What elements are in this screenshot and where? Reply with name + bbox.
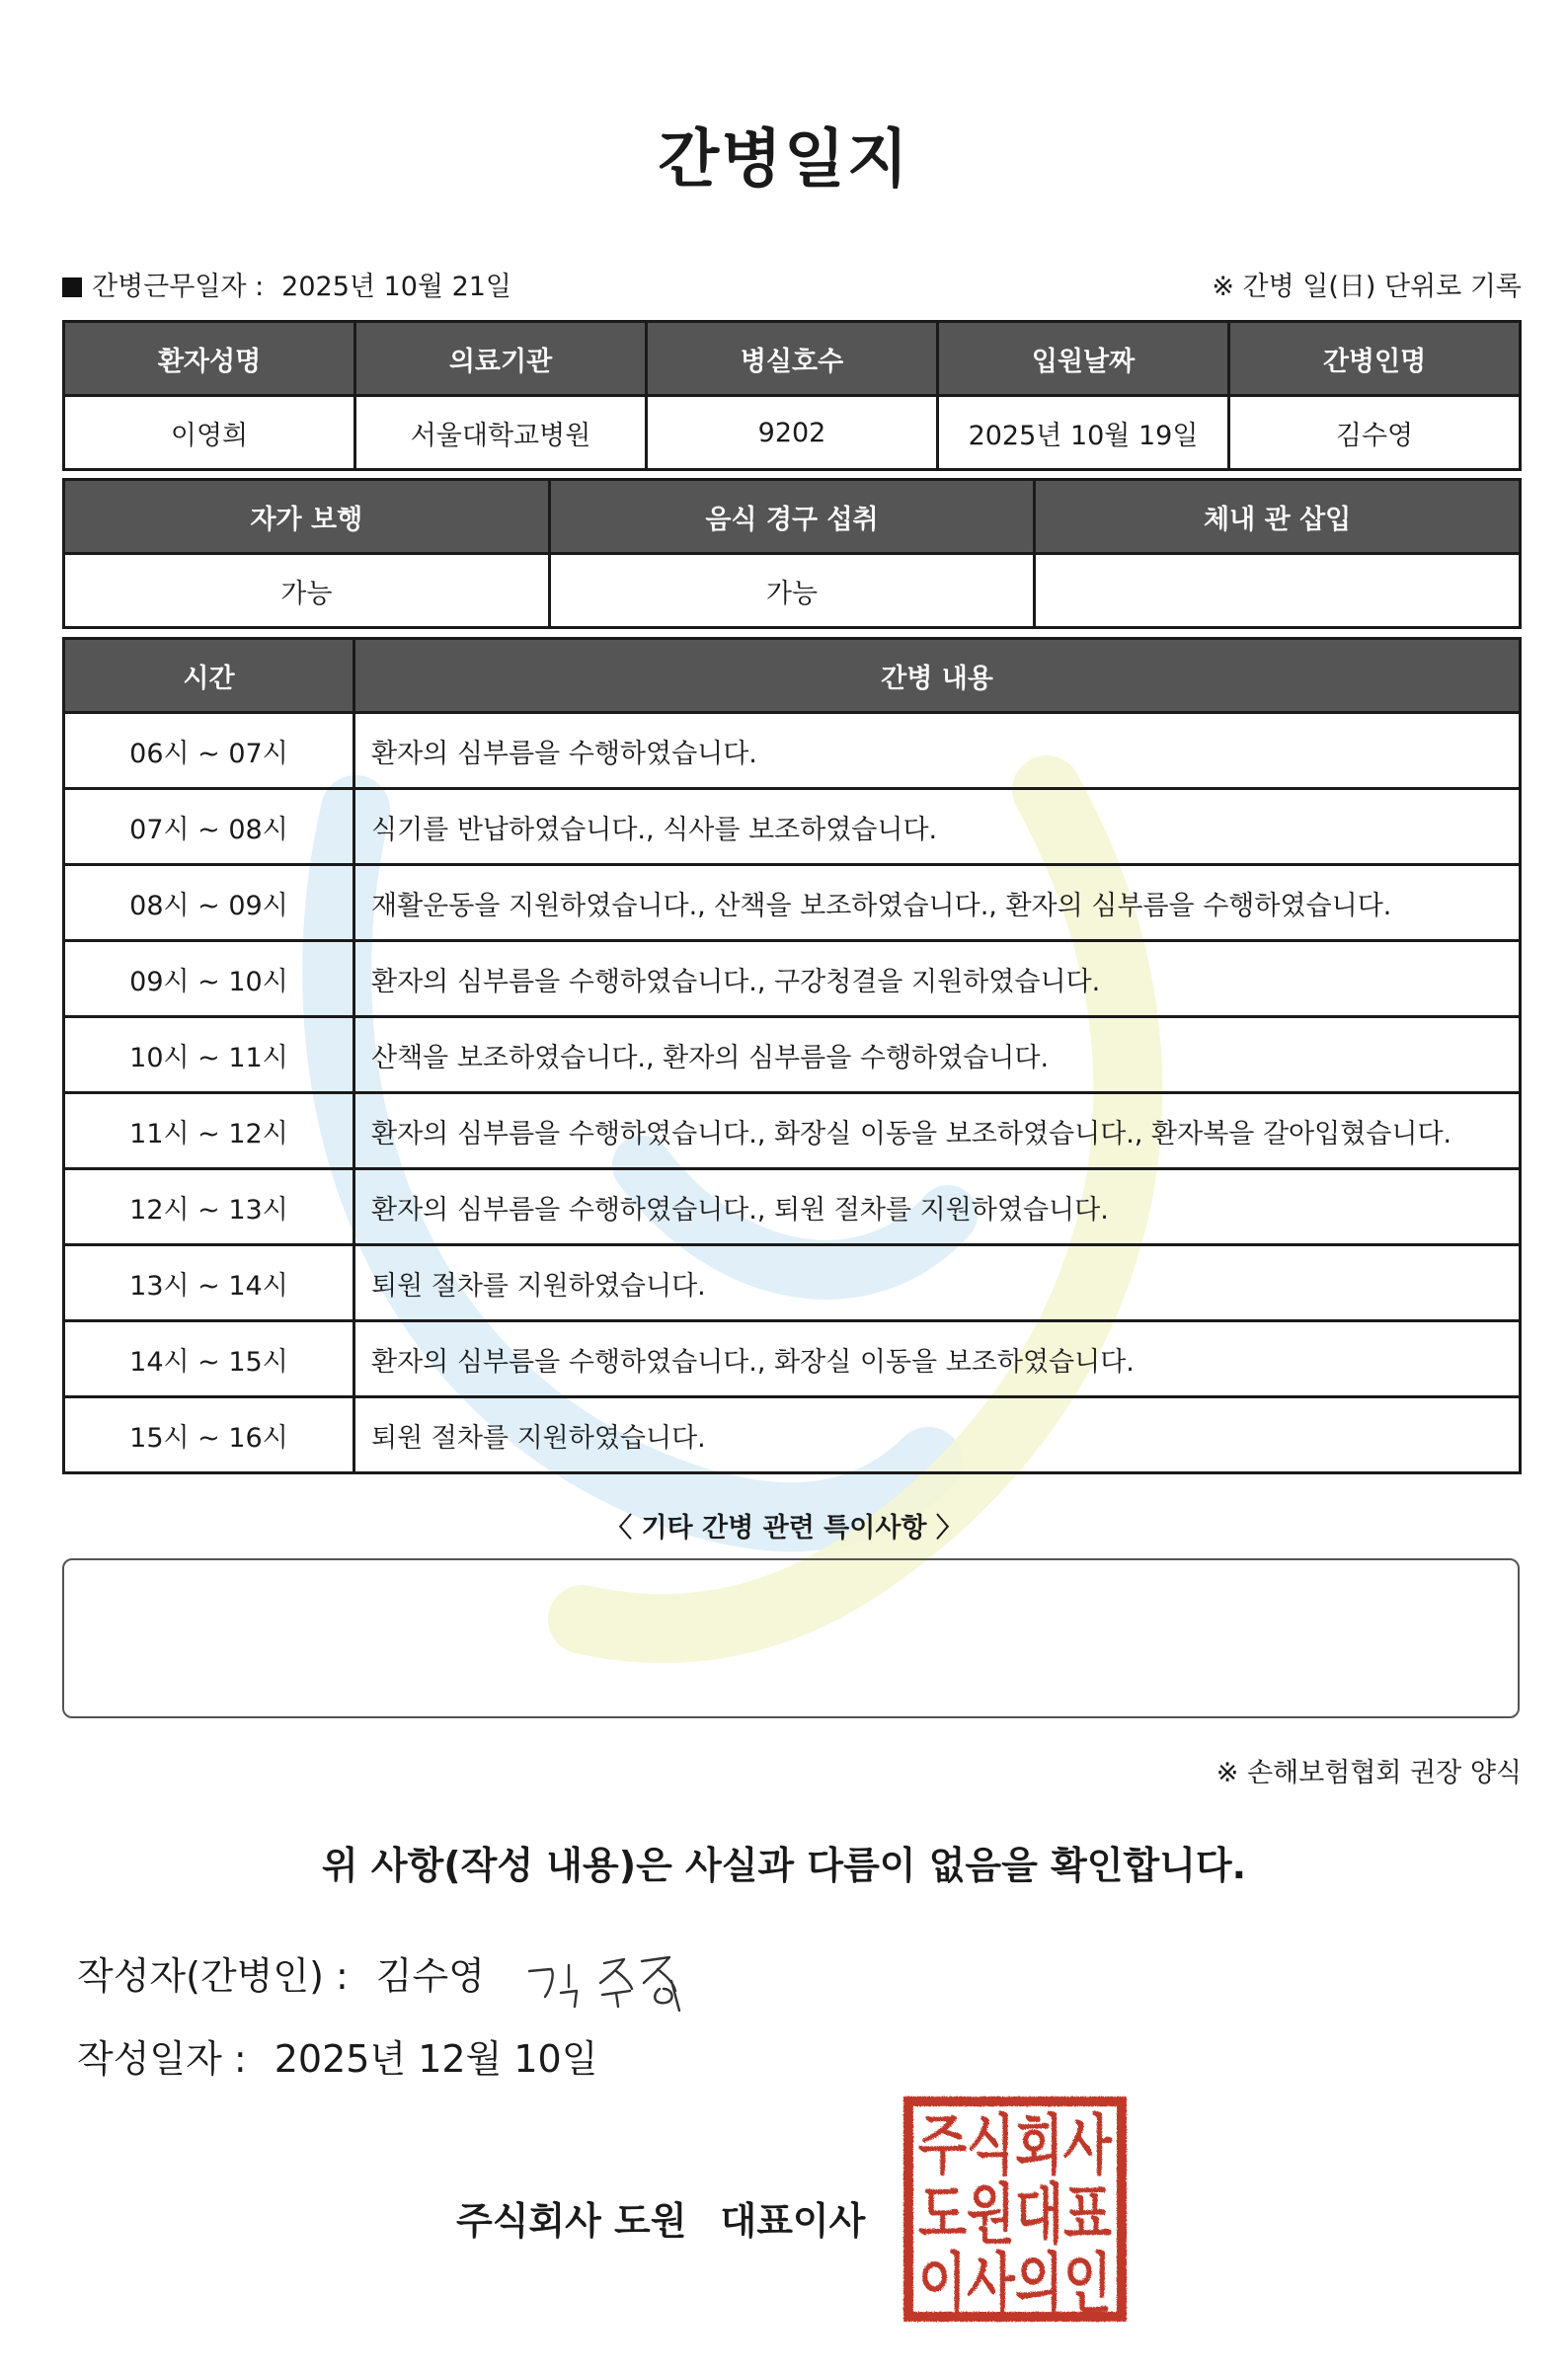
table-header-row	[64, 639, 1521, 713]
oral-intake: 가능	[549, 554, 1035, 628]
work-date-label: 간병근무일자 :	[92, 272, 265, 302]
time-cell: 08시 ~ 09시	[64, 865, 354, 941]
tube-insertion	[1035, 554, 1521, 628]
work-date	[62, 265, 511, 303]
writer-label: 작성자(간병인) :	[77, 1954, 349, 1998]
content-cell: 식기를 반납하였습니다., 식사를 보조하였습니다.	[354, 789, 1521, 865]
square-bullet-icon	[62, 277, 82, 297]
patient-name: 이영희	[64, 396, 355, 470]
time-cell: 07시 ~ 08시	[64, 789, 354, 865]
header-caregiver-name: 간병인명	[1229, 322, 1521, 396]
company-line	[456, 2190, 865, 2245]
svg-text:도원대표: 도원대표	[918, 2176, 1113, 2253]
footnote: ※ 손해보험협회 권장 양식	[1215, 1758, 1522, 1788]
document-title: 간병일지	[658, 123, 910, 197]
table-row	[64, 1397, 1521, 1473]
time-cell: 12시 ~ 13시	[64, 1169, 354, 1245]
work-date-value: 2025년 10월 21일	[281, 272, 512, 302]
company-seal-stamp	[903, 2097, 1127, 2322]
header-tube-insertion: 체내 관 삽입	[1035, 480, 1521, 554]
table-row	[64, 554, 1521, 628]
table-row	[64, 1093, 1521, 1169]
content-cell: 산책을 보조하였습니다., 환자의 심부름을 수행하였습니다.	[354, 1017, 1521, 1093]
hospital: 서울대학교병원	[355, 396, 647, 470]
time-cell: 10시 ~ 11시	[64, 1017, 354, 1093]
room-number: 9202	[647, 396, 938, 470]
content-cell: 환자의 심부름을 수행하였습니다., 구강청결을 지원하였습니다.	[354, 941, 1521, 1017]
time-cell: 15시 ~ 16시	[64, 1397, 354, 1473]
meta-row	[62, 265, 1522, 304]
notes-box	[62, 1558, 1520, 1718]
time-cell: 09시 ~ 10시	[64, 941, 354, 1017]
content-cell: 환자의 심부름을 수행하였습니다.	[354, 713, 1521, 789]
content-cell: 퇴원 절차를 지원하였습니다.	[354, 1245, 1521, 1321]
table-row	[64, 789, 1521, 865]
ceo-title: 대표이사	[720, 2199, 866, 2243]
header-self-walking: 자가 보행	[64, 480, 550, 554]
table-row	[64, 1169, 1521, 1245]
header-oral-intake: 음식 경구 섭취	[549, 480, 1035, 554]
header-time: 시간	[64, 639, 354, 713]
handwritten-signature	[521, 1941, 719, 2020]
header-patient-name: 환자성명	[64, 322, 355, 396]
notes-heading: 〈 기타 간병 관련 특이사항 〉	[605, 1513, 963, 1543]
time-cell: 06시 ~ 07시	[64, 713, 354, 789]
self-walking: 가능	[64, 554, 550, 628]
written-date-value: 2025년 12월 10일	[274, 2037, 598, 2081]
table-row	[64, 1245, 1521, 1321]
svg-text:주식회사: 주식회사	[918, 2107, 1113, 2183]
confirmation-statement: 위 사항(작성 내용)은 사실과 다름이 없음을 확인합니다.	[321, 1844, 1247, 1887]
content-cell: 환자의 심부름을 수행하였습니다., 화장실 이동을 보조하였습니다.	[354, 1321, 1521, 1397]
table-row	[64, 1017, 1521, 1093]
care-log-table	[62, 637, 1522, 1474]
header-admission-date: 입원날짜	[938, 322, 1229, 396]
table-row	[64, 941, 1521, 1017]
time-cell: 13시 ~ 14시	[64, 1245, 354, 1321]
table-row	[64, 1321, 1521, 1397]
table-header-row	[64, 322, 1521, 396]
header-hospital: 의료기관	[355, 322, 647, 396]
unit-note: ※ 간병 일(日) 단위로 기록	[1212, 272, 1522, 302]
content-cell: 재활운동을 지원하였습니다., 산책을 보조하였습니다., 환자의 심부름을 수행하였습니다.	[354, 865, 1521, 941]
content-cell: 퇴원 절차를 지원하였습니다.	[354, 1397, 1521, 1473]
company-name: 주식회사 도원	[456, 2199, 687, 2243]
caregiver-name: 김수영	[1229, 396, 1521, 470]
written-date-label: 작성일자 :	[77, 2037, 247, 2081]
writer-name: 김수영	[375, 1954, 485, 1998]
written-date-line	[77, 2028, 597, 2083]
table-header-row	[64, 480, 1521, 554]
patient-info-table	[62, 320, 1522, 471]
header-care-content: 간병 내용	[354, 639, 1521, 713]
writer-line	[77, 1945, 485, 2000]
svg-text:이사의인: 이사의인	[918, 2246, 1112, 2322]
time-cell: 11시 ~ 12시	[64, 1093, 354, 1169]
patient-status-table	[62, 478, 1522, 629]
content-cell: 환자의 심부름을 수행하였습니다., 퇴원 절차를 지원하였습니다.	[354, 1169, 1521, 1245]
table-row	[64, 396, 1521, 470]
admission-date: 2025년 10월 19일	[938, 396, 1229, 470]
table-row	[64, 713, 1521, 789]
header-room-number: 병실호수	[647, 322, 938, 396]
time-cell: 14시 ~ 15시	[64, 1321, 354, 1397]
table-row	[64, 865, 1521, 941]
content-cell: 환자의 심부름을 수행하였습니다., 화장실 이동을 보조하였습니다., 환자복을 갈아입혔습니다.	[354, 1093, 1521, 1169]
